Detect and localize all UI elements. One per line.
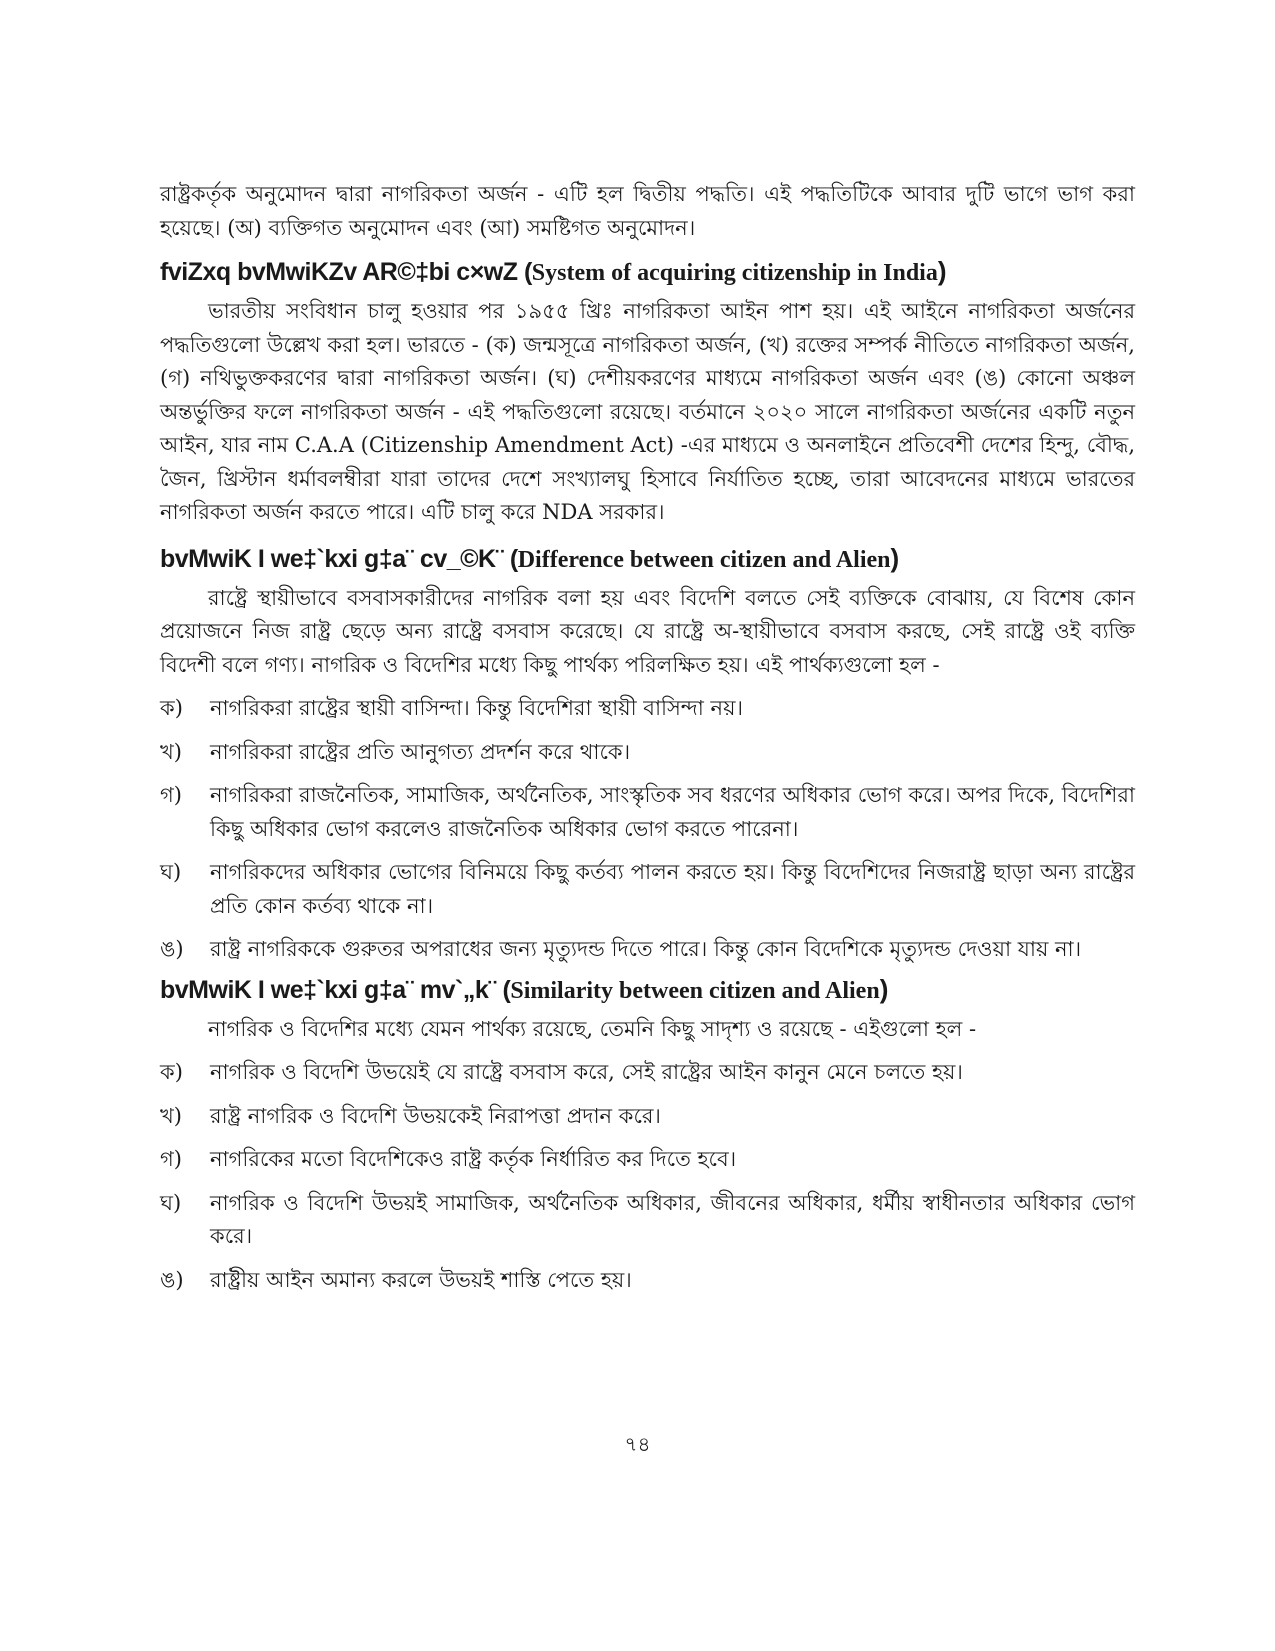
list-text: রাষ্ট্র নাগরিক ও বিদেশি উভয়কেই নিরাপত্তা প্রদান করে। — [210, 1103, 661, 1128]
heading-bengali-text: bvMwiK I we‡`kxi g‡a¨ mv`„k¨ ( — [160, 975, 511, 1004]
list-item — [160, 1143, 1135, 1177]
list-text: নাগরিকদের অধিকার ভোগের বিনিময়ে কিছু কর্তব্য পালন করতে হয়। কিন্তু বিদেশিদের নিজরাষ্ট্র ছাড়া অন্য রাষ্ট্রের প্রতি কোন কর্তব্য থাকে না। — [210, 860, 1135, 918]
list-marker: ক) — [160, 1060, 183, 1084]
list-marker: ক) — [160, 696, 183, 720]
list-text: নাগরিক ও বিদেশি উভয়ই সামাজিক, অর্থনৈতিক অধিকার, জীবনের অধিকার, ধর্মীয় স্বাধীনতার অধিকার ভোগ করে। — [210, 1190, 1135, 1248]
list-marker: ঙ) — [160, 1267, 184, 1292]
difference-list — [160, 692, 1135, 967]
list-marker: খ) — [160, 1103, 182, 1128]
list-marker: ঘ) — [160, 860, 182, 884]
heading-english-text: System of acquiring citizenship in India — [531, 260, 938, 286]
list-text: নাগরিকরা রাষ্ট্রের প্রতি আনুগত্য প্রদর্শন করে থাকে। — [210, 739, 631, 764]
intro-paragraph: রাষ্ট্রকর্তৃক অনুমোদন দ্বারা নাগরিকতা অর্জন - এটি হল দ্বিতীয় পদ্ধতি। এই পদ্ধতিটিকে আবার দুটি ভাগে ভাগ করা হয়েছে। (অ) ব্যক্তিগত অনুমোদন এবং (আ) সমষ্টিগত অনুমোদন। — [160, 182, 1135, 240]
list-item — [160, 933, 1135, 967]
list-item — [160, 692, 1135, 726]
list-item — [160, 779, 1135, 846]
section-heading-similarity — [160, 973, 1135, 1007]
list-item — [160, 1187, 1135, 1254]
section3-body: নাগরিক ও বিদেশির মধ্যে যেমন পার্থক্য রয়েছে, তেমনি কিছু সাদৃশ্য ও রয়েছে - এইগুলো হল - — [208, 1016, 977, 1041]
heading-close: ) — [890, 542, 900, 573]
heading-english-text: Similarity between citizen and Alien — [510, 977, 880, 1004]
document-page — [160, 178, 1135, 1297]
list-text: নাগরিকরা রাজনৈতিক, সামাজিক, অর্থনৈতিক, সাংস্কৃতিক সব ধরণের অধিকার ভোগ করে। অপর দিকে, বিদেশিরা কিছু অধিকার ভোগ করলেও রাজনৈতিক অধিকার ভোগ করতে পারেনা। — [210, 783, 1135, 841]
list-text: নাগরিকরা রাষ্ট্রের স্থায়ী বাসিন্দা। কিন্তু বিদেশিরা স্থায়ী বাসিন্দা নয়। — [210, 696, 743, 720]
similarity-list — [160, 1056, 1135, 1297]
list-item — [160, 1264, 1135, 1298]
list-text: রাষ্ট্রীয় আইন অমান্য করলে উভয়ই শাস্তি পেতে হয়। — [210, 1267, 632, 1292]
list-marker: খ) — [160, 739, 182, 764]
heading-bengali-text: fviZxq bvMwiKZv AR©‡bi c×wZ ( — [160, 258, 532, 286]
heading-close: ) — [879, 973, 889, 1004]
heading-close: ) — [937, 256, 947, 286]
list-text: রাষ্ট্র নাগরিককে গুরুতর অপরাধের জন্য মৃত্যুদন্ড দিতে পারে। কিন্তু কোন বিদেশিকে মৃত্যুদন্ড দেওয়া যায় না। — [210, 937, 1082, 961]
page-number: ৭৪ — [624, 1432, 651, 1456]
list-marker: গ) — [160, 1147, 182, 1171]
list-text: নাগরিক ও বিদেশি উভয়েই যে রাষ্ট্রে বসবাস করে, সেই রাষ্ট্রের আইন কানুন মেনে চলতে হয়। — [210, 1060, 963, 1084]
heading-bengali-text: bvMwiK I we‡`kxi g‡a¨ cv_©K¨ ( — [160, 544, 518, 573]
list-item — [160, 1056, 1135, 1090]
list-text: নাগরিকের মতো বিদেশিকেও রাষ্ট্র কর্তৃক নির্ধারিত কর দিতে হবে। — [210, 1147, 737, 1171]
section-heading-difference — [160, 542, 1135, 576]
list-marker: গ) — [160, 783, 182, 807]
heading-english-text: Difference between citizen and Alien — [517, 546, 891, 573]
list-item — [160, 736, 1135, 770]
section1-body: ভারতীয় সংবিধান চালু হওয়ার পর ১৯৫৫ খ্রিঃ নাগরিকতা আইন পাশ হয়। এই আইনে নাগরিকতা অর্জনের পদ্ধতিগুলো উল্লেখ করা হল। ভারতে - (ক) জন্মসূত্রে নাগরিকতা অর্জন, (খ) রক্তের সম্পর্ক নীতিতে নাগরিকতা অর্জন, (গ) নথিভুক্তকরণের দ্বারা নাগরিকতা অর্জন। (ঘ) দেশীয়করণের মাধ্যমে নাগরিকতা অর্জন এবং (ঙ) কোনো অঞ্চল অন্তর্ভুক্তির ফলে নাগরিকতা অর্জন - এই পদ্ধতিগুলো রয়েছে। বর্তমানে ২০২০ সালে নাগরিকতা অর্জনের একটি নতুন আইন, যার নাম C.A.A (Citizenship Amendment Act) -এর মাধ্যমে ও অনলাইনে প্রতিবেশী দেশের হিন্দু, বৌদ্ধ, জৈন, খ্রিস্টান ধর্মাবলম্বীরা যারা তাদের দেশে সংখ্যালঘু হিসাবে নির্যাতিত হচ্ছে, তারা আবেদনের মাধ্যমে ভারতের নাগরিকতা অর্জন করতে পারে। এটি চালু করে NDA সরকার। — [160, 299, 1135, 524]
list-marker: ঙ) — [160, 937, 184, 961]
section-heading-acquiring-citizenship — [160, 255, 1135, 289]
section2-body: রাষ্ট্রে স্থায়ীভাবে বসবাসকারীদের নাগরিক বলা হয় এবং বিদেশি বলতে সেই ব্যক্তিকে বোঝায়, যে বিশেষ কোন প্রয়োজনে নিজ রাষ্ট্র ছেড়ে অন্য রাষ্ট্রে বসবাস করেছে। যে রাষ্ট্রে অ-স্থায়ীভাবে বসবাস করছে, সেই রাষ্ট্রে ওই ব্যক্তি বিদেশী বলে গণ্য। নাগরিক ও বিদেশির মধ্যে কিছু পার্থক্য পরিলক্ষিত হয়। এই পার্থক্যগুলো হল - — [160, 585, 1135, 677]
list-item — [160, 856, 1135, 923]
list-marker: ঘ) — [160, 1190, 182, 1215]
list-item — [160, 1100, 1135, 1134]
